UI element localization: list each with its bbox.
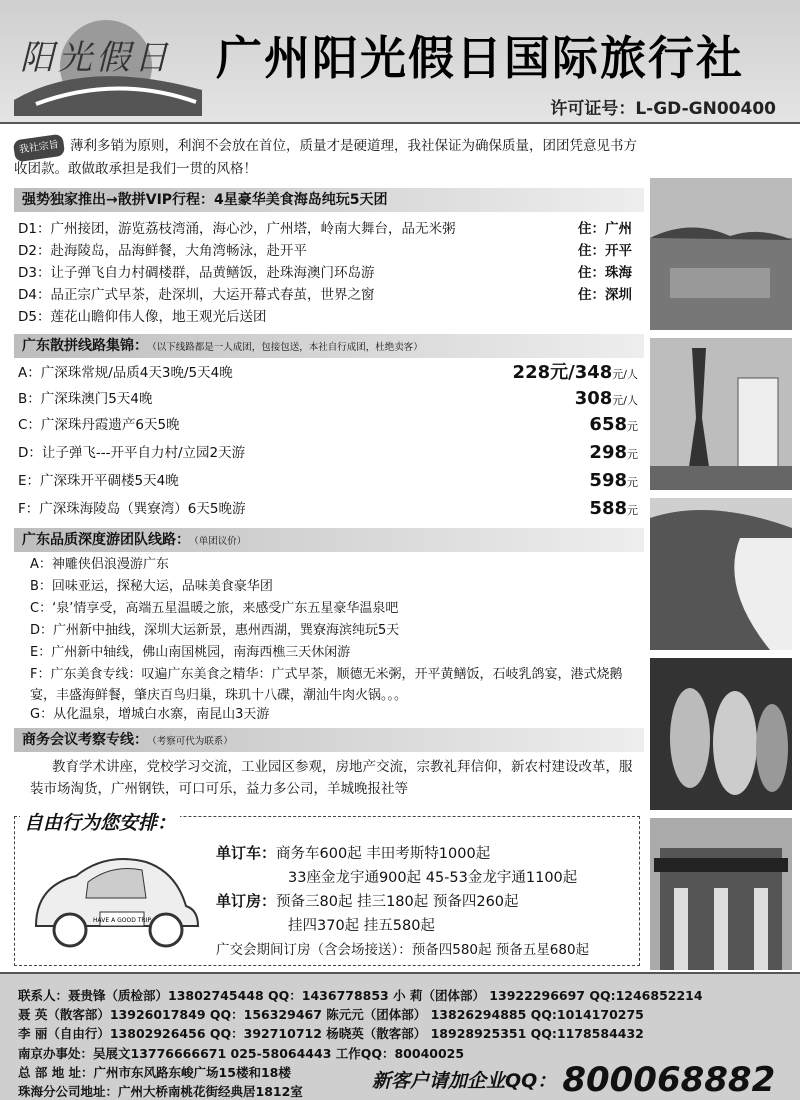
zhuhai-address: 珠海分公司地址：广州大桥南桃花街经典居1812室	[18, 1084, 303, 1099]
scatter-line-e: E：广深珠开平碉楼5天4晚 598元	[18, 470, 638, 491]
itinerary-day-5: D5：莲花山瞻仰伟人像，地王观光后送团	[18, 309, 267, 325]
quality-line-a: A：神雕侠侣浪漫游广东	[30, 557, 169, 572]
hq-address: 总 部 地 址：广州市东风路东峻广场15楼和18楼	[18, 1065, 291, 1080]
quality-line-b: B：回味亚运，探秘大运，品味美食豪华团	[30, 579, 273, 594]
header	[0, 0, 800, 124]
scatter-line-d: D：让子弹飞---开平自力村/立园2天游 298元	[18, 442, 638, 463]
photo-coast	[650, 498, 792, 650]
quality-line-c: C：‘泉’情享受，高端五星温暖之旅，来感受广东五星豪华温泉吧	[30, 601, 399, 616]
room-booking-line-1: 单订房：预备三80起 挂三180起 预备四260起	[216, 892, 519, 910]
contact-row-1: 联系人：聂贵锋（质检部）13802745448 QQ：1436778853 小 莉（团体部） 13922296697 QQ:1246852214	[18, 988, 703, 1003]
contact-row-2: 聂 英（散客部）13926017849 QQ：156329467 陈元元（团体部） 13826294885 QQ:1014170275	[18, 1007, 644, 1022]
scatter-lines-title: 广东散拼线路集锦： （以下线路都是一人成团，包接包送，本社自行成团，杜绝卖客）	[14, 334, 644, 358]
logo-text: 阳光假日	[20, 38, 172, 78]
photo-dancers	[650, 658, 792, 810]
contact-row-3: 李 丽（自由行）13802926456 QQ：392710712 杨晓英（散客部） 18928925351 QQ:1178584432	[18, 1026, 644, 1041]
itinerary-day-1: D1：广州接团，游览荔枝湾涌，海心沙，广州塔，岭南大舞台，品无米粥 住：广州	[18, 221, 632, 237]
tenet-text: 薄利多销为原则，利润不会放在首位，质量才是硬道理，我社保证为确保质量，团团凭意见书方收团款。敢做敢承担是我们一贯的风格！	[14, 138, 637, 177]
tenet-badge: 我社宗旨	[13, 134, 66, 163]
car-rental-line-2: 33座金龙宇通900起 45-53金龙宇通1100起	[288, 870, 578, 886]
quality-line-e: E：广州新中轴线，佛山南国桃园，南海西樵三天休闲游	[30, 645, 351, 660]
photo-building	[650, 818, 792, 970]
scatter-line-b: B：广深珠澳门5天4晚 308元/人	[18, 388, 638, 409]
quality-line-d: D：广州新中抽线，深圳大运新景，惠州西湖，巽寮海滨纯玩5天	[30, 623, 400, 638]
itinerary-day-4: D4：品正宗广式早茶，赴深圳，大运开幕式春茧，世界之窗 住：深圳	[18, 287, 632, 303]
self-guided-title: 自由行为您安排：	[20, 808, 180, 835]
itinerary-day-2: D2：赴海陵岛，品海鲜餐，大角湾畅泳，赴开平 住：开平	[18, 243, 632, 259]
featured-tour-title: 强势独家推出→散拼VIP行程：4星豪华美食海岛纯玩5天团	[14, 188, 644, 212]
company-tenet	[14, 136, 644, 179]
quality-lines-title: 广东品质深度游团队线路： （单团议价）	[14, 528, 644, 552]
car-plate: HAVE A GOOD TRIP	[93, 917, 151, 924]
quality-line-f: F：广东美食专线：叹遍广东美食之精华：广式早茶，顺德无米粥，开平黄鳝饭，石岐乳鸽宴，港式烧鹅宴，丰盛海鲜餐，肇庆百鸟归巢，珠玑十八碟，潮汕牛肉火锅。。。	[30, 667, 623, 703]
business-lines-title: 商务会议考察专线： （考察可代为联系）	[14, 728, 644, 752]
license-number: 许可证号：L-GD-GN00400	[550, 99, 776, 119]
company-name: 广州阳光假日国际旅行社	[216, 31, 744, 85]
car-rental-line-1: 单订车：商务车600起 丰田考斯特1000起	[216, 844, 491, 862]
quality-line-g: G：从化温泉，增城白水寨，南昆山3天游	[30, 707, 270, 722]
photo-harbor	[650, 178, 792, 330]
itinerary-day-3: D3：让子弹飞自力村碉楼群，品黄鳝饭，赴珠海澳门环岛游 住：珠海	[18, 265, 632, 281]
canton-fair-line: 广交会期间订房（含会场接送）：预备四580起 预备五星680起	[216, 942, 590, 958]
scatter-line-a: A：广深珠常规/品质4天3晚/5天4晚 228元/348元/人	[18, 362, 638, 383]
room-booking-line-2: 挂四370起 挂五580起	[288, 918, 435, 934]
scatter-line-f: F：广深珠海陵岛（巽寮湾）6天5晚游 588元	[18, 498, 638, 519]
scatter-line-c: C：广深珠丹霞遗产6天5晚 658元	[18, 414, 638, 435]
nanjing-office: 南京办事处：吴展文13776666671 025-58064443 工作QQ：80040025	[18, 1046, 465, 1061]
enterprise-qq: 新客户请加企业QQ： 800068882	[372, 1060, 776, 1100]
photo-tower	[650, 338, 792, 490]
car-icon	[26, 846, 206, 956]
business-text: 教育学术讲座，党校学习交流，工业园区参观，房地产交流，宗教礼拜信仰，新农村建设改革，服装市场淘货，广州钢铁，可口可乐，益力多公司，羊城晚报社等	[30, 759, 633, 797]
